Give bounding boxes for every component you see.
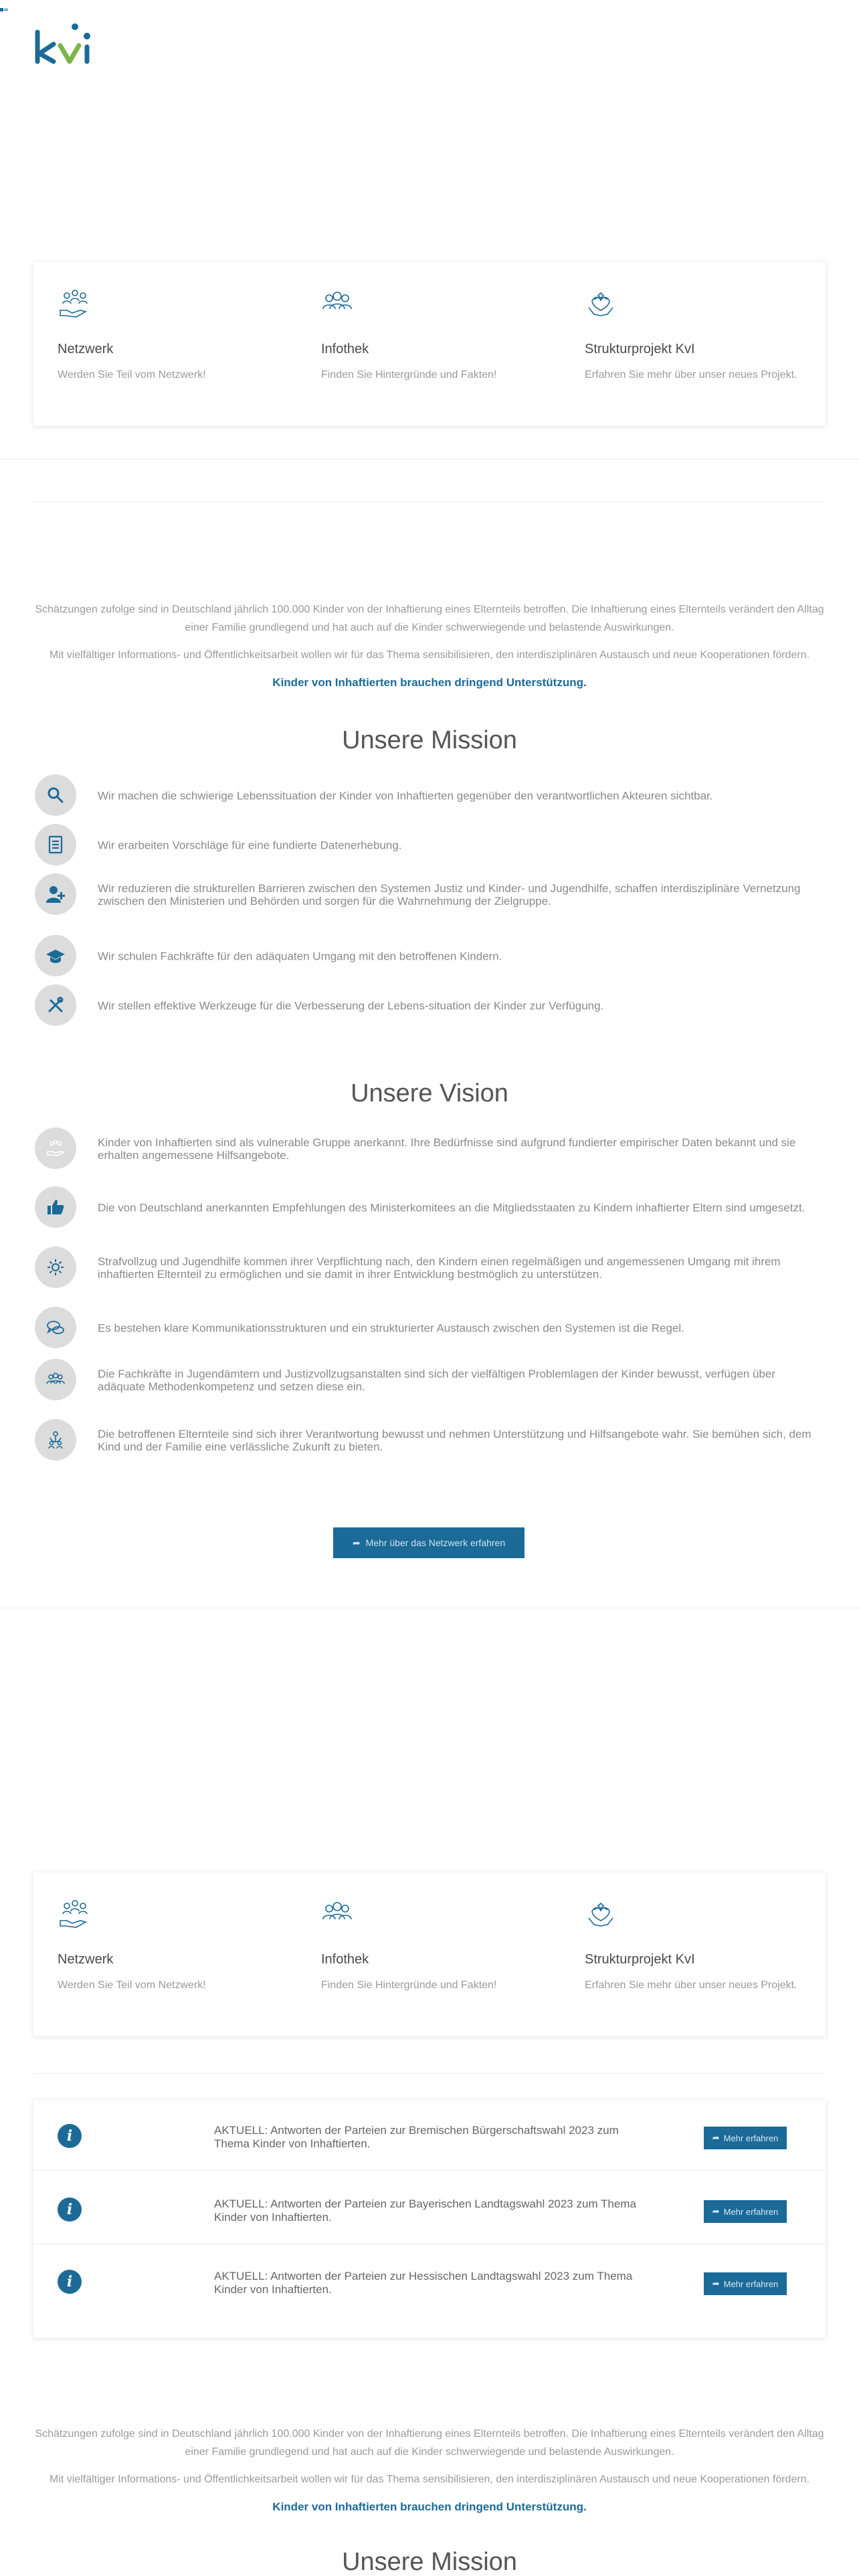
feature-cards — [33, 1872, 826, 2036]
intro-paragraph: Mit vielfältiger Informations- und Öffentlichkeitsarbeit wollen wir für das Thema sensibilisieren, den interdisziplinären Austausch und neue Kooperationen fördern. — [49, 2474, 810, 2485]
vision-item — [33, 1419, 826, 1462]
intro-paragraph: Schätzungen zufolge sind in Deutschland jährlich 100.000 Kinder von der Inhaftierung eines Elternteils betroffen. Die Inhaftierung eines Elternteils verändert den Alltag einer Familie grundlegend und hat auch auf die Kinder schwerwiegende und belastende Auswirkungen. — [35, 604, 824, 633]
vision-item — [33, 1247, 826, 1289]
intro-text — [33, 601, 826, 691]
news-list — [33, 2100, 826, 2338]
info-icon: i — [58, 2197, 82, 2222]
news-text: AKTUELL: Antworten der Parteien zur Bremischen Bürgerschaftswahl 2023 zum Thema Kinder von Inhaftierten. — [214, 2124, 619, 2150]
vision-text: Die Fachkräfte in Jugendämtern und Justizvollzugsanstalten sind sich der vielfältigen Problemlagen der Kinder bewusst, verfügen über adäquate Methodenkompetenz und setzen diese ein. — [98, 1368, 776, 1393]
feature-title: Netzwerk — [58, 1952, 114, 1967]
vision-item — [33, 1128, 826, 1170]
feature-netzwerk[interactable] — [58, 1898, 278, 1992]
news-more-button[interactable] — [704, 2200, 787, 2223]
intro-paragraph: Schätzungen zufolge sind in Deutschland jährlich 100.000 Kinder von der Inhaftierung eines Elternteils betroffen. Die Inhaftierung eines Elternteils verändert den Alltag einer Familie grundlegend und hat auch auf die Kinder schwerwiegende und belastende Auswirkungen. — [35, 2428, 824, 2458]
feature-infothek[interactable] — [321, 288, 542, 381]
vision-text: Strafvollzug und Jugendhilfe kommen ihrer Verpflichtung nach, den Kindern einen regelmäßigen und angemessenen Umgang mit ihrem inhaftierten Elternteil zu ermöglichen und sie damit in ihrer Entwicklung bestmöglich zu unterstützen. — [98, 1255, 781, 1281]
news-text: AKTUELL: Antworten der Parteien zur Hessischen Landtagswahl 2023 zum Thema Kinder von Inhaftierten. — [214, 2270, 633, 2296]
mission-item — [33, 935, 826, 978]
intro-text — [33, 2425, 826, 2516]
feature-desc: Erfahren Sie mehr über unser neues Projekt. — [585, 369, 797, 381]
network-hand-people-icon — [58, 288, 90, 320]
document-icon — [35, 824, 76, 865]
site-header — [0, 0, 859, 249]
mission-text: Wir erarbeiten Vorschläge für eine fundierte Datenerhebung. — [98, 839, 402, 852]
add-user-icon — [35, 873, 76, 915]
vision-item — [33, 1359, 826, 1402]
vision-item — [33, 1186, 826, 1229]
news-more-label: Mehr erfahren — [723, 2133, 779, 2143]
vision-item — [33, 1307, 826, 1350]
network-hand-people-icon — [58, 1898, 90, 1930]
feature-desc: Werden Sie Teil vom Netzwerk! — [58, 369, 206, 381]
vision-text: Die betroffenen Elternteile sind sich ihrer Verantwortung bewusst und nehmen Unterstützung und Hilfsangebote wahr. Sie bemühen sich, dem Kind und der Familie eine verlässliche Zukunft zu bieten. — [98, 1428, 812, 1453]
people-group-icon — [321, 1898, 353, 1930]
share-arrow-icon: ➦ — [352, 1537, 361, 1548]
vision-text: Es bestehen klare Kommunikationsstrukturen und ein strukturierter Austausch zwischen den Systemen ist die Regel. — [98, 1321, 684, 1335]
vision-text: Die von Deutschland anerkannten Empfehlungen des Ministerkomitees an die Mitgliedsstaaten zu Kindern inhaftierter Eltern sind umgesetzt. — [98, 1201, 805, 1214]
feature-netzwerk[interactable] — [58, 288, 278, 381]
news-more-label: Mehr erfahren — [723, 2278, 779, 2289]
info-icon: i — [58, 2124, 82, 2148]
info-icon: i — [58, 2270, 82, 2294]
people-group-icon — [321, 288, 353, 320]
graduation-cap-icon — [35, 935, 76, 976]
feature-infothek[interactable] — [321, 1898, 542, 1992]
vision-title: Unsere Vision — [351, 1079, 508, 1107]
thumbs-up-icon — [35, 1186, 76, 1228]
mission-item — [33, 873, 826, 916]
mission-text: Wir reduzieren die strukturellen Barrieren zwischen den Systemen Justiz und Kinder- und Jugendhilfe, schaffen interdisziplinäre Vernetzung zwischen den Ministerien und Behörden und sorgen für die Wahrnehmung der Zielgruppe. — [98, 882, 801, 907]
news-item — [33, 2173, 826, 2244]
feature-strukturprojekt[interactable] — [585, 1898, 805, 1992]
family-icon — [35, 1419, 76, 1461]
feature-strukturprojekt[interactable] — [585, 288, 805, 381]
mission-text: Wir schulen Fachkräfte für den adäquaten Umgang mit den betroffenen Kindern. — [98, 950, 502, 963]
feature-desc: Erfahren Sie mehr über unser neues Projekt. — [585, 1979, 797, 1991]
feature-cards — [33, 262, 826, 426]
mission-text: Wir stellen effektive Werkzeuge für die Verbesserung der Lebens-situation der Kinder zur Verfügung. — [98, 999, 604, 1012]
mission-title: Unsere Mission — [342, 726, 517, 754]
news-more-label: Mehr erfahren — [723, 2206, 779, 2217]
mission-item — [33, 824, 826, 867]
search-icon — [35, 774, 76, 816]
news-more-button[interactable] — [704, 2272, 787, 2295]
people-group-icon — [35, 1359, 76, 1400]
news-text: AKTUELL: Antworten der Parteien zur Bayerischen Landtagswahl 2023 zum Thema Kinder von Inhaftierten. — [214, 2197, 636, 2224]
feature-title: Strukturprojekt KvI — [585, 1952, 695, 1967]
network-more-button[interactable] — [333, 1527, 524, 1558]
share-arrow-icon: ➦ — [712, 2133, 720, 2143]
share-arrow-icon: ➦ — [712, 2278, 720, 2288]
mission-text: Wir machen die schwierige Lebenssituation der Kinder von Inhaftierten gegenüber den verantwortlichen Akteuren sichtbar. — [98, 789, 713, 802]
heart-hands-icon — [585, 1898, 617, 1930]
feature-desc: Werden Sie Teil vom Netzwerk! — [58, 1979, 206, 1991]
news-more-button[interactable] — [704, 2127, 787, 2149]
feature-title: Infothek — [321, 342, 369, 356]
gear-icon — [35, 1247, 76, 1288]
feature-desc: Finden Sie Hintergründe und Fakten! — [321, 369, 497, 381]
feature-title: Strukturprojekt KvI — [585, 342, 695, 356]
feature-title: Netzwerk — [58, 342, 114, 356]
tools-icon — [35, 984, 76, 1026]
intro-highlight: Kinder von Inhaftierten brauchen dringend Unterstützung. — [272, 2500, 587, 2513]
divider — [33, 2073, 826, 2074]
news-item — [33, 2246, 826, 2317]
news-item — [33, 2100, 826, 2171]
vision-text: Kinder von Inhaftierten sind als vulnerable Gruppe anerkannt. Ihre Bedürfnisse sind aufgrund fundierter empirischer Daten bekannt und sie erhalten angemessene Hilfsangebote. — [98, 1136, 796, 1162]
network-hand-icon — [35, 1128, 76, 1169]
intro-paragraph: Mit vielfältiger Informations- und Öffentlichkeitsarbeit wollen wir für das Thema sensibilisieren, den interdisziplinären Austausch und neue Kooperationen fördern. — [49, 649, 810, 661]
kvi-logo[interactable] — [33, 20, 95, 68]
feature-title: Infothek — [321, 1952, 369, 1967]
heart-hands-icon — [585, 288, 617, 320]
cta-label: Mehr über das Netzwerk erfahren — [365, 1537, 506, 1548]
mission-item — [33, 984, 826, 1027]
feature-desc: Finden Sie Hintergründe und Fakten! — [321, 1979, 497, 1991]
mission-title: Unsere Mission — [342, 2548, 517, 2576]
mission-item — [33, 774, 826, 817]
share-arrow-icon: ➦ — [712, 2206, 720, 2216]
intro-highlight: Kinder von Inhaftierten brauchen dringend Unterstützung. — [272, 676, 587, 689]
chat-bubbles-icon — [35, 1307, 76, 1348]
